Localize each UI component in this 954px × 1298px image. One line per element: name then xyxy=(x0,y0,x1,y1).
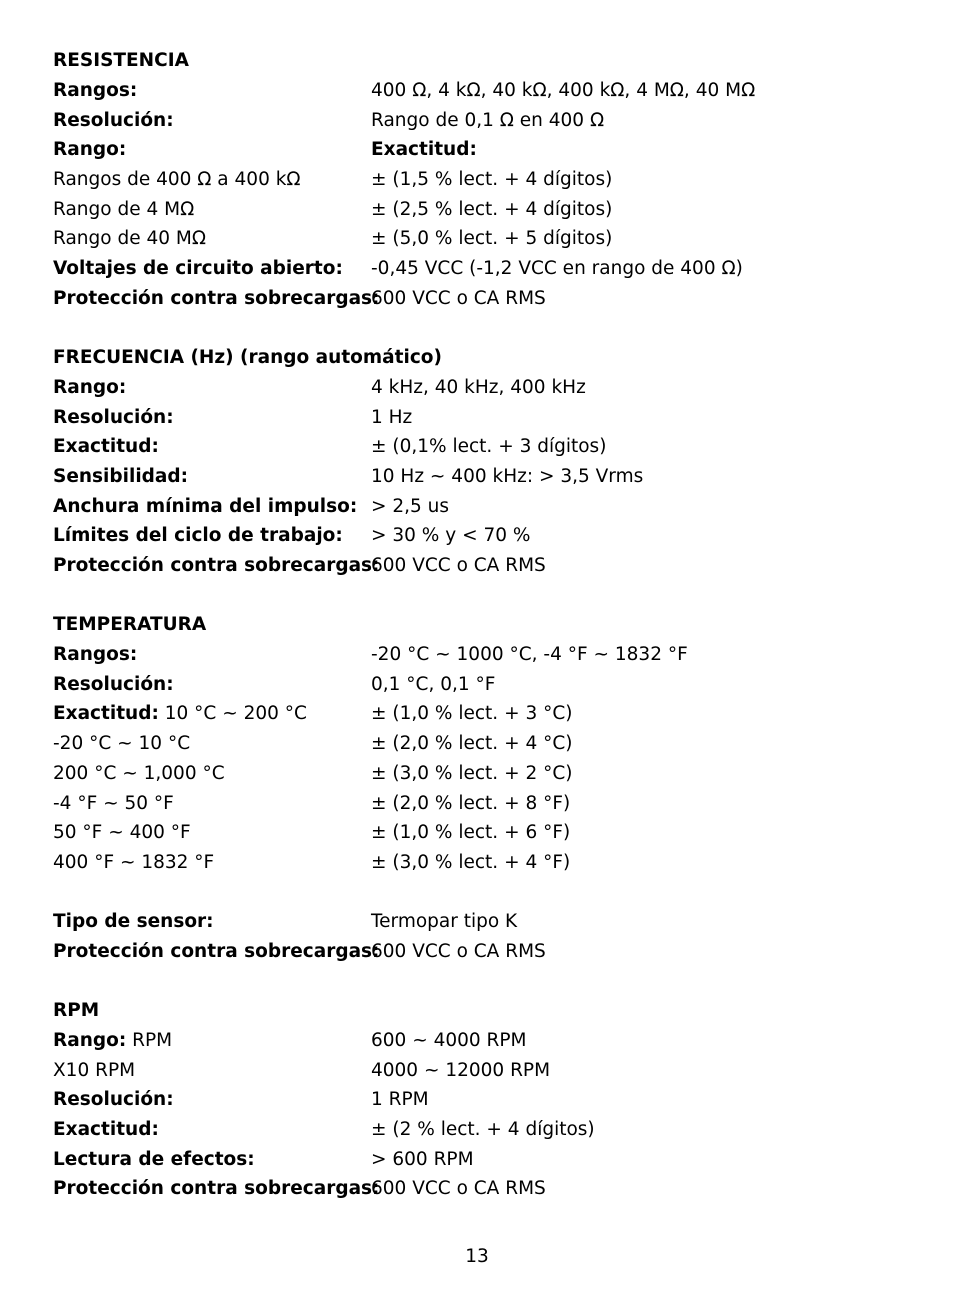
spec-value: 600 VCC o CA RMS xyxy=(371,555,546,577)
spec-value: -0,45 VCC (-1,2 VCC en rango de 400 Ω) xyxy=(371,258,743,280)
spec-label-bold: Límites del ciclo de trabajo: xyxy=(53,525,343,547)
section-heading-frecuencia xyxy=(53,343,913,373)
spec-label xyxy=(53,822,371,843)
spec-label xyxy=(53,674,371,695)
spec-label-bold: Resolución: xyxy=(53,406,174,428)
spec-value: ± (1,5 % lect. + 4 dígitos) xyxy=(371,169,613,191)
spec-label xyxy=(53,139,371,160)
spec-row xyxy=(53,1026,913,1056)
spec-row xyxy=(53,937,913,967)
spec-label-bold: Protección contra sobrecargas: xyxy=(53,555,380,577)
spec-row xyxy=(53,1055,913,1085)
spec-value: 400 Ω, 4 kΩ, 40 kΩ, 400 kΩ, 4 MΩ, 40 MΩ xyxy=(371,80,756,102)
spec-row xyxy=(53,848,913,878)
spec-label xyxy=(53,733,371,754)
spec-value: 600 VCC o CA RMS xyxy=(371,287,546,309)
spec-label xyxy=(53,228,371,249)
spec-page xyxy=(53,46,913,1204)
spec-value: ± (0,1% lect. + 3 dígitos) xyxy=(371,436,607,458)
spec-value: Rango de 0,1 Ω en 400 Ω xyxy=(371,109,605,131)
spec-row xyxy=(53,818,913,848)
section-spacer xyxy=(53,966,913,996)
spec-label-bold: Rangos: xyxy=(53,644,138,666)
section-spacer xyxy=(53,580,913,610)
spec-label xyxy=(53,1149,371,1170)
section-heading-rpm xyxy=(53,996,913,1026)
spec-value: 1 RPM xyxy=(371,1089,429,1111)
spec-label-bold: Resolución: xyxy=(53,109,174,131)
spec-label-plain: Rango de 4 MΩ xyxy=(53,198,195,220)
spec-row xyxy=(53,729,913,759)
spec-row xyxy=(53,105,913,135)
spec-label-plain: Rangos de 400 Ω a 400 kΩ xyxy=(53,169,301,191)
spec-label-plain: -20 °C ~ 10 °C xyxy=(53,733,191,755)
spec-label-plain: 400 °F ~ 1832 °F xyxy=(53,851,215,873)
spec-label xyxy=(53,1178,380,1200)
spec-label xyxy=(53,1089,371,1110)
spec-value: 600 VCC o CA RMS xyxy=(371,940,546,962)
spec-label-plain: 200 °C ~ 1,000 °C xyxy=(53,762,225,784)
spec-value: 4 kHz, 40 kHz, 400 kHz xyxy=(371,376,586,398)
spec-label xyxy=(53,911,371,932)
spec-value: ± (3,0 % lect. + 4 °F) xyxy=(371,851,571,873)
spec-value: 0,1 °C, 0,1 °F xyxy=(371,673,496,695)
spec-label-bold: Lectura de efectos: xyxy=(53,1148,255,1170)
spec-label xyxy=(53,793,371,814)
spec-label-bold: Rango: xyxy=(53,376,127,398)
spec-label xyxy=(53,169,371,190)
spec-label xyxy=(53,258,371,279)
spec-label xyxy=(53,199,371,220)
spec-value: ± (2 % lect. + 4 dígitos) xyxy=(371,1119,595,1141)
section-spacer xyxy=(53,877,913,907)
spec-label xyxy=(53,287,380,309)
spec-row xyxy=(53,194,913,224)
spec-label xyxy=(53,644,371,665)
spec-label xyxy=(53,466,371,487)
spec-label xyxy=(53,1119,371,1140)
spec-label-plain: -4 °F ~ 50 °F xyxy=(53,792,174,814)
spec-label-plain: 50 °F ~ 400 °F xyxy=(53,822,191,844)
spec-label xyxy=(53,1030,371,1051)
spec-row xyxy=(53,402,913,432)
spec-label xyxy=(53,407,371,428)
spec-value: ± (5,0 % lect. + 5 dígitos) xyxy=(371,228,613,250)
spec-value: ± (2,5 % lect. + 4 dígitos) xyxy=(371,198,613,220)
spec-value: ± (1,0 % lect. + 3 °C) xyxy=(371,703,573,725)
section-spacer xyxy=(53,313,913,343)
spec-label-bold: Resolución: xyxy=(53,1089,174,1111)
spec-label xyxy=(53,555,380,577)
spec-label xyxy=(53,80,371,101)
spec-row xyxy=(53,76,913,106)
spec-value: 4000 ~ 12000 RPM xyxy=(371,1059,551,1081)
spec-value: > 600 RPM xyxy=(371,1148,474,1170)
spec-value: ± (2,0 % lect. + 4 °C) xyxy=(371,733,573,755)
spec-row xyxy=(53,788,913,818)
spec-label xyxy=(53,763,371,784)
section-heading: FRECUENCIA (Hz) (rango automático) xyxy=(53,347,442,369)
section-heading: RESISTENCIA xyxy=(53,50,189,72)
spec-row xyxy=(53,284,913,314)
spec-row xyxy=(53,1115,913,1145)
spec-row xyxy=(53,699,913,729)
spec-label-plain: X10 RPM xyxy=(53,1059,136,1081)
spec-label xyxy=(53,940,380,962)
spec-label xyxy=(53,525,371,546)
spec-row xyxy=(53,669,913,699)
spec-label-bold: Protección contra sobrecargas: xyxy=(53,940,380,962)
spec-label xyxy=(53,1060,371,1081)
spec-label-bold: Rango: xyxy=(53,1030,127,1052)
spec-label-bold: Exactitud: xyxy=(53,703,159,725)
section-heading-resistencia xyxy=(53,46,913,76)
spec-value: -20 °C ~ 1000 °C, -4 °F ~ 1832 °F xyxy=(371,644,688,666)
spec-value: ± (1,0 % lect. + 6 °F) xyxy=(371,822,571,844)
spec-value: 600 ~ 4000 RPM xyxy=(371,1030,527,1052)
spec-value: ± (3,0 % lect. + 2 °C) xyxy=(371,762,573,784)
spec-label-bold: Sensibilidad: xyxy=(53,465,189,487)
spec-label xyxy=(53,377,371,398)
spec-row xyxy=(53,521,913,551)
spec-value: > 2,5 us xyxy=(371,495,450,517)
spec-row xyxy=(53,640,913,670)
spec-row xyxy=(53,135,913,165)
spec-row xyxy=(53,462,913,492)
spec-value: 600 VCC o CA RMS xyxy=(371,1178,546,1200)
spec-label-bold: Voltajes de circuito abierto: xyxy=(53,258,343,280)
spec-label-bold: Exactitud: xyxy=(53,1119,159,1141)
spec-label xyxy=(53,852,371,873)
spec-row xyxy=(53,1144,913,1174)
spec-label-bold: Resolución: xyxy=(53,673,174,695)
section-heading: RPM xyxy=(53,1000,100,1022)
spec-row xyxy=(53,1085,913,1115)
spec-value: ± (2,0 % lect. + 8 °F) xyxy=(371,792,571,814)
spec-label-bold: Rango: xyxy=(53,139,127,161)
spec-label xyxy=(53,110,371,131)
spec-label-bold: Rangos: xyxy=(53,80,138,102)
spec-value: 1 Hz xyxy=(371,406,413,428)
spec-value: > 30 % y < 70 % xyxy=(371,525,531,547)
spec-label-plain: RPM xyxy=(126,1030,173,1052)
spec-row xyxy=(53,907,913,937)
page-number: 13 xyxy=(465,1246,489,1267)
spec-row xyxy=(53,1174,913,1204)
spec-label xyxy=(53,436,371,457)
spec-row xyxy=(53,551,913,581)
spec-label xyxy=(53,703,371,724)
spec-row xyxy=(53,491,913,521)
spec-value: 10 Hz ~ 400 kHz: > 3,5 Vrms xyxy=(371,465,644,487)
section-heading-temperatura xyxy=(53,610,913,640)
spec-row xyxy=(53,165,913,195)
spec-row xyxy=(53,254,913,284)
spec-row xyxy=(53,224,913,254)
spec-value: Exactitud: xyxy=(371,139,477,161)
spec-row xyxy=(53,759,913,789)
spec-row xyxy=(53,432,913,462)
spec-label-plain: 10 °C ~ 200 °C xyxy=(158,703,307,725)
spec-row xyxy=(53,373,913,403)
spec-label-bold: Anchura mínima del impulso: xyxy=(53,495,358,517)
spec-label-bold: Protección contra sobrecargas: xyxy=(53,287,380,309)
spec-value: Termopar tipo K xyxy=(371,911,518,933)
spec-label-bold: Protección contra sobrecargas: xyxy=(53,1178,380,1200)
spec-label-bold: Tipo de sensor: xyxy=(53,911,214,933)
section-heading: TEMPERATURA xyxy=(53,614,207,636)
spec-label-bold: Exactitud: xyxy=(53,436,159,458)
spec-label-plain: Rango de 40 MΩ xyxy=(53,228,206,250)
spec-label xyxy=(53,496,371,517)
